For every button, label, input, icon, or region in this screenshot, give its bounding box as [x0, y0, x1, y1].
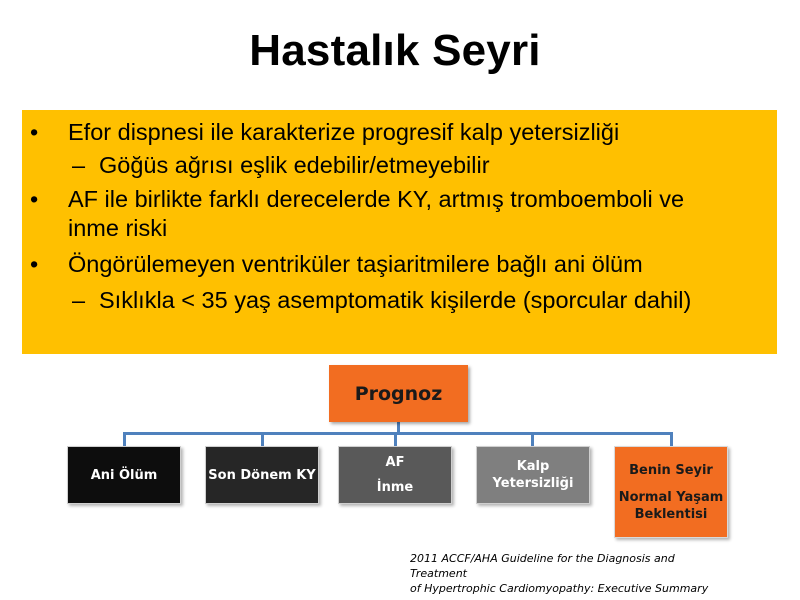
- bullet-text: Öngörülemeyen ventriküler taşiaritmilere bağlı ani ölüm: [68, 251, 643, 277]
- node-ani-olum: [67, 446, 181, 504]
- node-son-donem-ky: [205, 446, 319, 504]
- connector-benin: [670, 432, 673, 446]
- node-label: Ani Ölüm: [90, 467, 158, 483]
- bullet-marker: •: [30, 251, 39, 277]
- node-benin-seyir: [614, 446, 728, 538]
- citation-line: Treatment: [410, 567, 467, 580]
- node-label: Son Dönem KY: [208, 467, 316, 483]
- node-label-inme: İnme: [376, 480, 414, 495]
- sub-bullet-text: Göğüs ağrısı eşlik edebilir/etmeyebilir: [99, 152, 490, 178]
- bullet-marker: •: [30, 186, 39, 212]
- content-box: [22, 110, 777, 354]
- connector-af: [394, 432, 397, 446]
- bullet-marker: •: [30, 119, 39, 145]
- node-label-yetersizligi: Yetersizliği: [492, 476, 574, 491]
- sub-bullet-text: Sıklıkla < 35 yaş asemptomatik kişilerde (sporcular dahil): [99, 287, 692, 313]
- bullet-text: Efor dispnesi ile karakterize progresif kalp yetersizliği: [68, 119, 620, 145]
- citation: [410, 551, 770, 596]
- bullet-text: inme riski: [68, 215, 168, 241]
- node-label-beklentisi: Beklentisi: [634, 506, 708, 522]
- bullet-text: AF ile birlikte farklı derecelerde KY, artmış tromboemboli ve: [68, 186, 685, 212]
- connector-kalp: [531, 432, 534, 446]
- connector-ani-olum: [123, 432, 126, 446]
- node-kalp-yetersizligi: [476, 446, 590, 504]
- node-af-inme: [338, 446, 452, 504]
- connector-son-donem: [261, 432, 264, 446]
- citation-line: 2011 ACCF/AHA Guideline for the Diagnosis and: [410, 552, 675, 565]
- sub-bullet-marker: –: [72, 287, 86, 313]
- node-label-kalp: Kalp: [516, 459, 550, 474]
- node-label-af: AF: [385, 455, 405, 470]
- node-label: Prognoz: [354, 382, 443, 405]
- node-prognoz: [329, 365, 468, 422]
- sub-bullet-marker: –: [72, 152, 86, 178]
- node-label-benin: Benin Seyir: [629, 462, 713, 478]
- connector-horizontal: [123, 432, 673, 435]
- citation-line: of Hypertrophic Cardiomyopathy: Executive Summary: [410, 582, 709, 595]
- node-label-normal-yasam: Normal Yaşam: [618, 489, 724, 505]
- slide-title: Hastalık Seyri: [249, 26, 541, 75]
